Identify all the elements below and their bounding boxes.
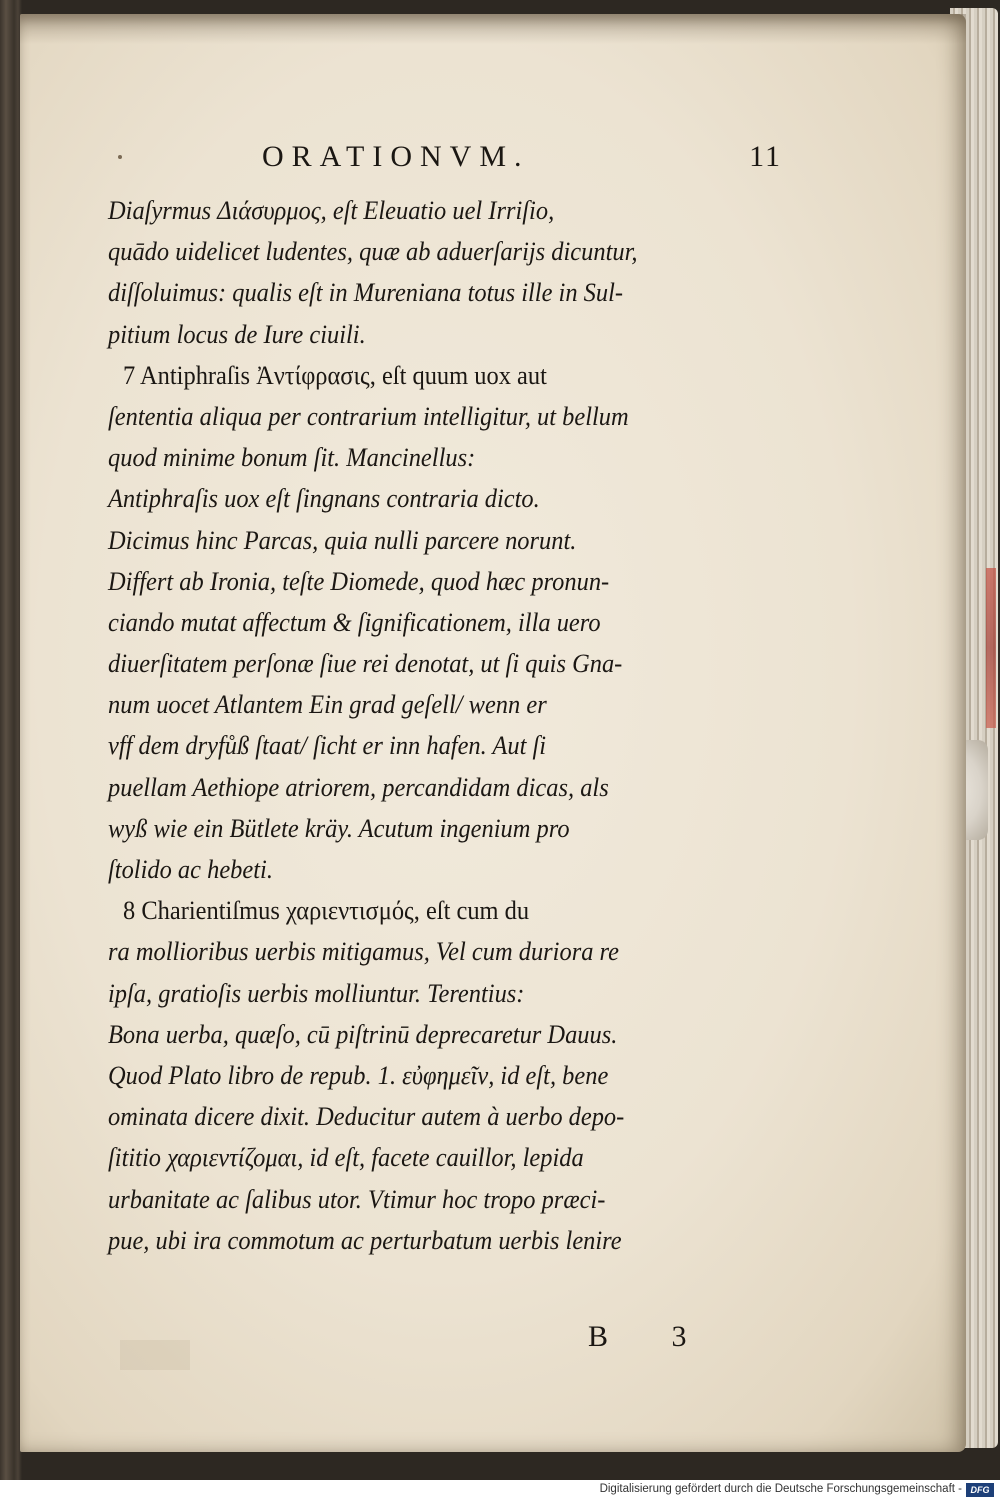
text-line: ſententia aliqua per contrarium intelligitur, ut bellum [108, 401, 629, 431]
text-line: Diaſyrmus Διάσυρμος, eſt Eleuatio uel Irriſio, [108, 196, 555, 225]
text-line: ſititio χαριεντίζομαι, id eſt, facete cauillor, lepida [108, 1143, 584, 1173]
text-line: 8 Charientiſmus χαριεντισμός, eſt cum du [123, 896, 530, 926]
funding-credit: Digitalisierung gefördert durch die Deutsche Forschungsgemeinschaft - [599, 1483, 962, 1495]
text-line: urbanitate ac ſalibus utor. Vtimur hoc tropo præci- [108, 1184, 606, 1214]
ink-speck [118, 155, 122, 159]
text-line: vff dem dryfůß ſtaat/ ſicht er inn hafen. Aut ſi [108, 731, 547, 761]
signature-mark: B 3 [588, 1320, 715, 1353]
text-line: quādo uidelicet ludentes, quæ ab aduerſarijs dicuntur, [108, 237, 638, 267]
show-through-smudge [120, 1340, 190, 1370]
text-line: pitium locus de Iure ciuili. [108, 319, 366, 349]
text-line: Quod Plato libro de repub. 1. εὐφημεῖν, id eſt, bene [108, 1060, 609, 1090]
text-line: diſſoluimus: qualis eſt in Mureniana totus ille in Sul- [108, 278, 624, 308]
text-line: Differt ab Ironia, teſte Diomede, quod hæc pronun- [108, 566, 610, 596]
text-line: Dicimus hinc Parcas, quia nulli parcere norunt. [108, 525, 577, 555]
text-line: diuerſitatem perſonæ ſiue rei denotat, ut ſi quis Gna- [108, 649, 623, 679]
text-line: ſtolido ac hebeti. [108, 855, 273, 884]
dfg-logo: DFG [966, 1483, 994, 1497]
text-line: wyß wie ein Bütlete kräy. Acutum ingenium pro [108, 813, 570, 843]
digitization-footer [0, 1480, 1000, 1501]
text-line: quod minime bonum ſit. Mancinellus: [108, 443, 476, 473]
text-line: pue, ubi ira commotum ac perturbatum uerbis lenire [108, 1225, 622, 1255]
text-line: 7 Antiphraſis Ἀντίφρασις, eſt quum uox aut [123, 360, 547, 390]
text-line: ipſa, gratioſis uerbis molliuntur. Terentius: [108, 978, 525, 1008]
page-number: 11 [749, 140, 782, 173]
text-line: ominata dicere dixit. Deducitur autem à uerbo depo- [108, 1102, 625, 1132]
text-line: Antiphraſis uox eſt ſingnans contraria dicto. [108, 484, 540, 514]
page-body-text [108, 190, 747, 1261]
text-line: num uocet Atlantem Ein grad geſell/ wenn er [108, 690, 547, 720]
running-title: ORATIONVM. [262, 140, 530, 173]
text-line: ra mollioribus uerbis mitigamus, Vel cum duriora re [108, 937, 619, 967]
text-line: puellam Aethiope atriorem, percandidam dicas, als [108, 772, 609, 802]
text-line: Bona uerba, quæſo, cū piſtrinū deprecaretur Dauus. [108, 1019, 618, 1049]
page-edge-stain [986, 568, 996, 728]
page-header [262, 140, 782, 180]
page-top-shadow [20, 14, 966, 44]
text-line: ciando mutat affectum & ſignificationem, illa uero [108, 607, 601, 637]
